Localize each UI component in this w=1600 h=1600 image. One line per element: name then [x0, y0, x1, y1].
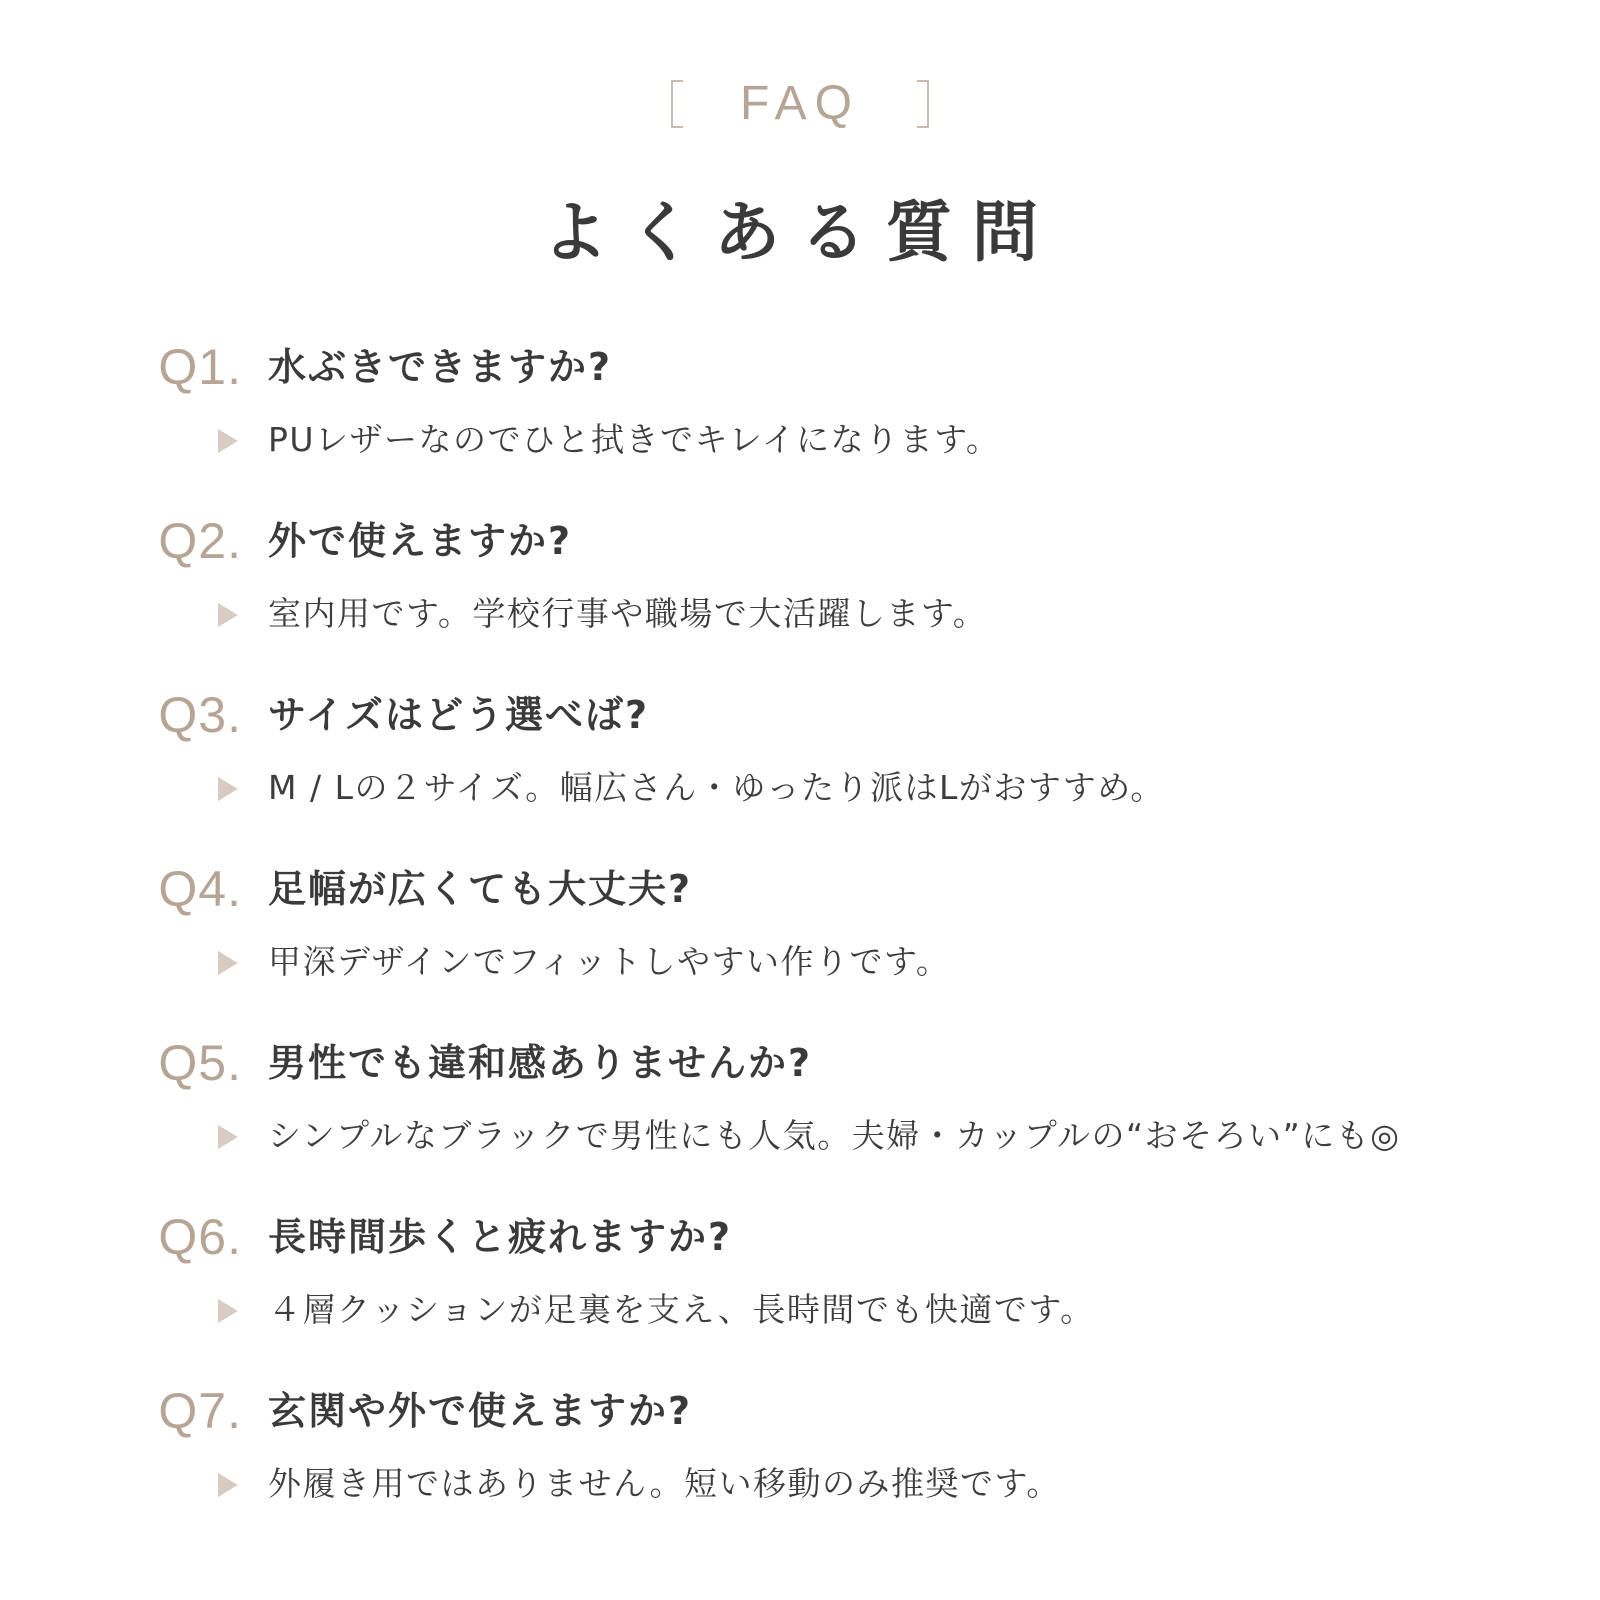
triangle-right-icon — [218, 777, 238, 801]
triangle-right-icon — [218, 429, 238, 453]
question-number: Q4. — [158, 861, 242, 917]
faq-eyebrow — [0, 74, 1600, 134]
answer-text: M / Lの２サイズ。幅広さん・ゆったり派はLがおすすめ。 — [268, 768, 1165, 807]
answer-text: 外履き用ではありません。短い移動のみ推奨です。 — [268, 1464, 1061, 1503]
left-bracket-icon — [671, 80, 683, 128]
question-number: Q1. — [158, 339, 242, 395]
answer-text: 甲深デザインでフィットしやすい作りです。 — [268, 942, 951, 981]
triangle-right-icon — [218, 603, 238, 627]
faq-item-2 — [0, 502, 1600, 676]
faq-list — [0, 328, 1600, 1546]
triangle-right-icon — [218, 1125, 238, 1149]
answer-text: 室内用です。学校行事や職場で大活躍します。 — [268, 594, 988, 633]
triangle-right-icon — [218, 951, 238, 975]
faq-eyebrow-label: FAQ — [739, 77, 861, 130]
right-bracket-icon — [917, 80, 929, 128]
question-number: Q5. — [158, 1035, 242, 1091]
question-number: Q3. — [158, 687, 242, 743]
faq-item-6 — [0, 1198, 1600, 1372]
triangle-right-icon — [218, 1473, 238, 1497]
page-title: よくある質問 — [542, 194, 1058, 271]
question-number: Q2. — [158, 513, 242, 569]
answer-text: PUレザーなのでひと拭きでキレイになります。 — [268, 420, 1001, 459]
faq-item-5 — [0, 1024, 1600, 1198]
question-text: 長時間歩くと疲れますか? — [268, 1215, 733, 1259]
question-text: 玄関や外で使えますか? — [268, 1389, 693, 1433]
faq-item-7 — [0, 1372, 1600, 1546]
question-text: サイズはどう選べば? — [268, 693, 650, 737]
question-text: 水ぶきできますか? — [268, 345, 613, 389]
question-text: 足幅が広くても大丈夫? — [268, 867, 693, 911]
faq-item-3 — [0, 676, 1600, 850]
faq-item-4 — [0, 850, 1600, 1024]
question-number: Q6. — [158, 1209, 242, 1265]
answer-text: シンプルなブラックで男性にも人気。夫婦・カップルの“おそろい”にも◎ — [268, 1116, 1401, 1155]
question-number: Q7. — [158, 1383, 242, 1439]
question-text: 男性でも違和感ありませんか? — [268, 1041, 813, 1085]
triangle-right-icon — [218, 1299, 238, 1323]
question-text: 外で使えますか? — [268, 519, 573, 563]
answer-text: ４層クッションが足裏を支え、長時間でも快適です。 — [268, 1290, 1095, 1329]
faq-item-1 — [0, 328, 1600, 502]
